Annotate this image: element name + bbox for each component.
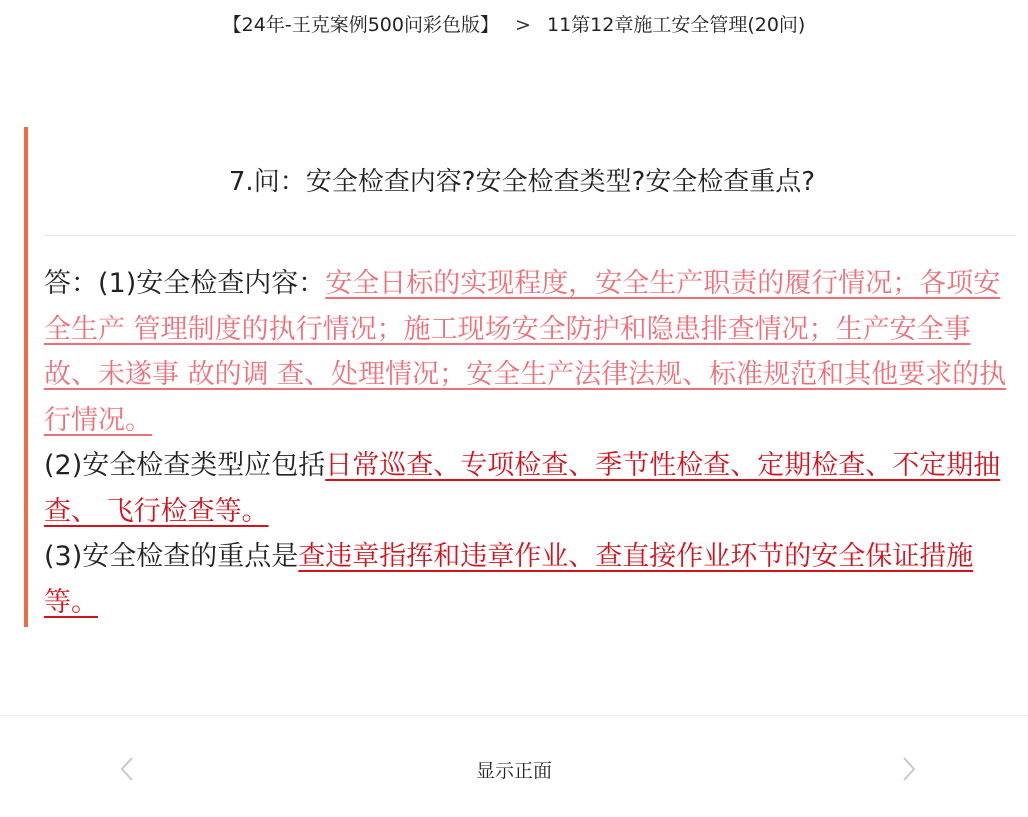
show-front-area bbox=[0, 756, 1028, 783]
answer-paragraph-3 bbox=[44, 534, 1012, 625]
breadcrumb-separator: > bbox=[515, 14, 531, 36]
answer-text bbox=[44, 261, 1012, 625]
show-front-button[interactable]: 显示正面 bbox=[475, 760, 552, 782]
answer-paragraph-1 bbox=[44, 261, 1012, 443]
answer-2-highlight: 日常巡查、专项检查、季节性检查、定期检查、不定期抽查、 飞行检查等。 bbox=[44, 450, 1001, 527]
breadcrumb-chapter[interactable]: 11第12章施工安全管理(20问) bbox=[546, 14, 806, 36]
question-divider bbox=[44, 235, 1016, 236]
answer-1-highlight: 安全日标的实现程度，安全生产职责的履行情况；各项安全生产 管理制度的执行情况；施工现场安全防护和隐患排查情况；生产安全事故、未遂事 故的调 查、处理情况；安全生产法律法规、标准规范和其他要求的执行情况。 bbox=[44, 268, 1007, 436]
answer-3-highlight: 查违章指挥和违章作业、查直接作业环节的安全保证措施等。 bbox=[44, 541, 974, 618]
bottom-navigation-bar bbox=[0, 715, 1028, 817]
question-text: 7.问：安全检查内容?安全检查类型?安全检查重点? bbox=[228, 167, 816, 197]
answer-2-lead: (2)安全检查类型应包括 bbox=[44, 450, 326, 481]
flashcard-back bbox=[24, 127, 1016, 627]
chevron-right-icon bbox=[896, 754, 920, 784]
next-card-button[interactable] bbox=[896, 754, 920, 784]
answer-paragraph-2 bbox=[44, 443, 1012, 534]
breadcrumb-book[interactable]: 【24年-王克案例500问彩色版】 bbox=[222, 14, 499, 36]
answer-1-lead: 答：(1)安全检查内容： bbox=[44, 268, 326, 299]
breadcrumb bbox=[0, 10, 1028, 37]
answer-3-lead: (3)安全检查的重点是 bbox=[44, 541, 299, 572]
